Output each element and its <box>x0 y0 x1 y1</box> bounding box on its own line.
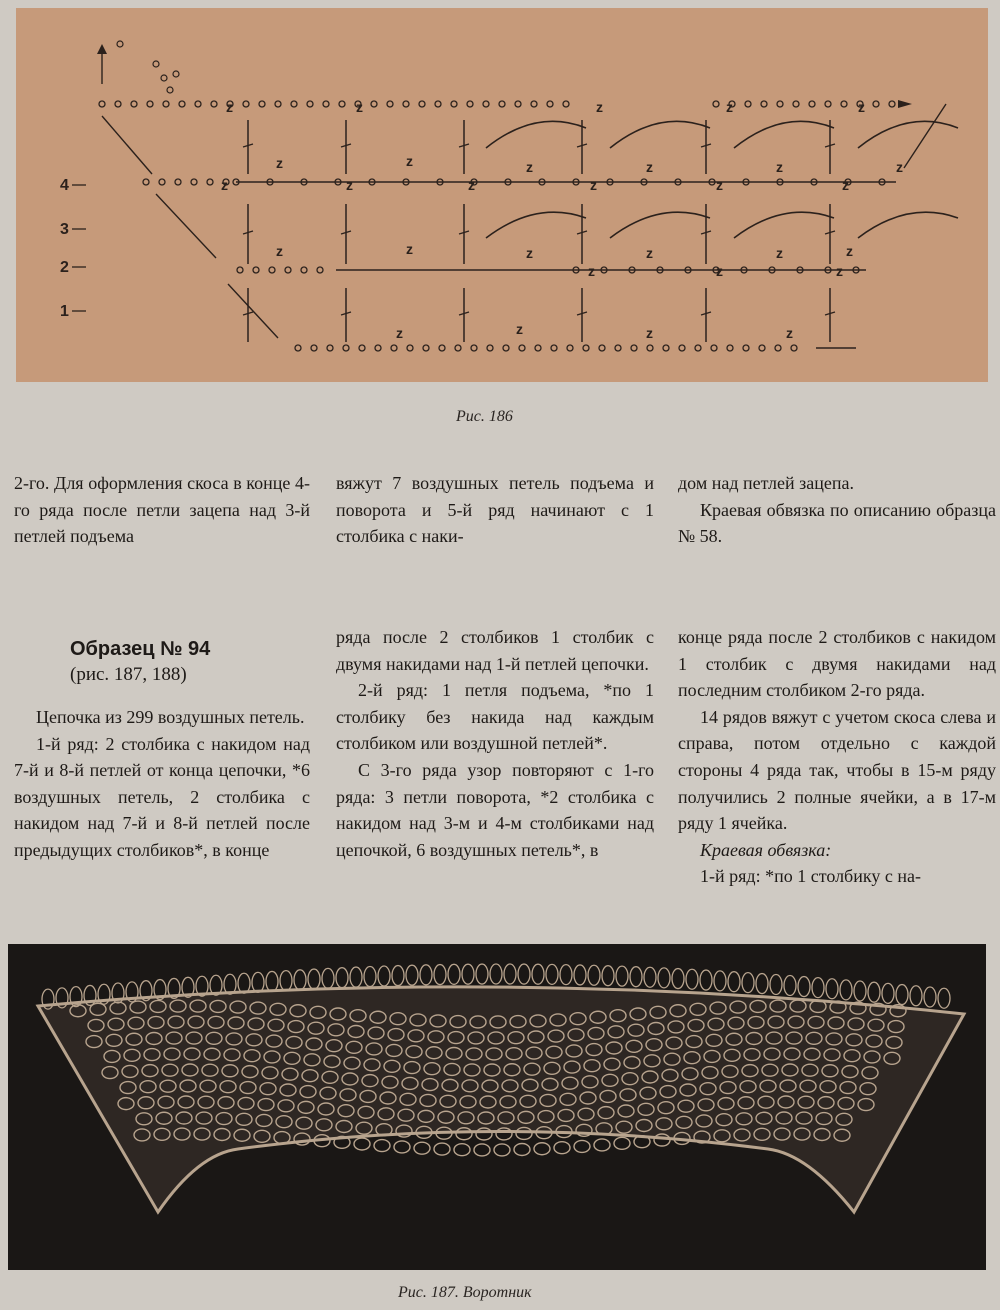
mesh-cell <box>374 1140 390 1152</box>
chain-stitch-symbol <box>841 101 847 107</box>
edge-loop <box>560 965 572 985</box>
chain-stitch-symbol <box>173 71 179 77</box>
stitch-z-symbol: z <box>221 177 228 193</box>
edge-loop <box>714 971 726 991</box>
chain-stitch-symbol <box>745 101 751 107</box>
slope-line <box>102 116 152 174</box>
chain-stitch-symbol <box>873 101 879 107</box>
edge-loop <box>462 964 474 984</box>
paragraph: Краевая обвязка по описанию образца № 58. <box>678 499 996 547</box>
stitch-z-symbol: z <box>276 243 283 259</box>
mesh-cell <box>574 1140 590 1152</box>
slope-line <box>156 194 216 258</box>
chain-stitch-symbol <box>117 41 123 47</box>
chain-stitch-symbol <box>253 267 259 273</box>
slope-line <box>228 284 278 338</box>
chain-stitch-symbol <box>143 179 149 185</box>
stitch-z-symbol: z <box>526 245 533 261</box>
stitch-z-symbol: z <box>356 99 363 115</box>
chain-stitch-symbol <box>713 101 719 107</box>
chain-stitch-symbol <box>115 101 121 107</box>
edge-loop <box>728 972 740 992</box>
mesh-cell <box>514 1143 530 1155</box>
chain-stitch-symbol <box>727 345 733 351</box>
chain-stitch-symbol <box>167 87 173 93</box>
text-column-1 <box>14 470 310 550</box>
edge-loop <box>602 966 614 986</box>
edge-loop <box>280 971 292 991</box>
chain-arc <box>858 212 958 238</box>
mesh-cell <box>614 1137 630 1149</box>
chain-arc <box>610 121 710 148</box>
edge-loop <box>574 965 586 985</box>
pattern-subtitle: (рис. 187, 188) <box>70 664 187 685</box>
crochet-chart-figure <box>16 8 988 382</box>
row-label: 3 <box>60 221 69 238</box>
stitch-z-symbol: z <box>346 177 353 193</box>
edge-loop <box>784 976 796 996</box>
stitch-z-symbol: z <box>716 263 723 279</box>
chain-stitch-symbol <box>387 101 393 107</box>
chain-arc <box>734 212 834 238</box>
chain-arc <box>734 121 834 148</box>
chain-stitch-symbol <box>435 101 441 107</box>
edge-loop <box>938 988 950 1008</box>
chain-stitch-symbol <box>761 101 767 107</box>
chain-stitch-symbol <box>547 101 553 107</box>
row-label: 4 <box>60 177 69 194</box>
chain-stitch-symbol <box>291 101 297 107</box>
chain-stitch-symbol <box>191 179 197 185</box>
edge-loop <box>406 965 418 985</box>
chain-stitch-symbol <box>269 267 275 273</box>
edge-loop <box>532 964 544 984</box>
pattern-title: Образец № 94 <box>70 638 211 660</box>
chain-arc <box>858 121 958 148</box>
chain-stitch-symbol <box>793 101 799 107</box>
edge-loop <box>644 967 656 987</box>
edge-loop <box>434 965 446 985</box>
chain-stitch-symbol <box>775 345 781 351</box>
edge-loop <box>672 969 684 989</box>
edge-loop <box>336 968 348 988</box>
chain-stitch-symbol <box>207 179 213 185</box>
edge-loop <box>350 967 362 987</box>
chain-stitch-symbol <box>791 345 797 351</box>
stitch-z-symbol: z <box>786 325 793 341</box>
edge-loop <box>252 972 264 992</box>
stitch-z-symbol: z <box>646 325 653 341</box>
chain-stitch-symbol <box>825 101 831 107</box>
edge-loop <box>756 974 768 994</box>
collar-illustration <box>8 944 986 1270</box>
chain-stitch-symbol <box>777 101 783 107</box>
chain-stitch-symbol <box>471 345 477 351</box>
mesh-cell <box>534 1143 550 1155</box>
chain-stitch-symbol <box>515 101 521 107</box>
chain-stitch-symbol <box>163 101 169 107</box>
edge-loop <box>392 966 404 986</box>
chain-arc <box>486 121 586 148</box>
row-label: 2 <box>60 259 69 276</box>
stitch-z-symbol: z <box>596 99 603 115</box>
chain-stitch-symbol <box>647 345 653 351</box>
chain-stitch-symbol <box>159 179 165 185</box>
edge-loop <box>294 970 306 990</box>
mesh-cell <box>454 1144 470 1156</box>
chain-stitch-symbol <box>743 345 749 351</box>
slope-line <box>904 104 946 168</box>
edge-loop <box>854 981 866 1001</box>
chain-stitch-symbol <box>519 345 525 351</box>
edge-loop <box>238 973 250 993</box>
chain-stitch-symbol <box>311 345 317 351</box>
edge-loop <box>882 983 894 1003</box>
mesh-cell <box>434 1143 450 1155</box>
text-column-1-lower <box>14 704 310 864</box>
stitch-z-symbol: z <box>226 99 233 115</box>
stitch-z-symbol: z <box>842 177 849 193</box>
chain-stitch-symbol <box>663 345 669 351</box>
chain-stitch-symbol <box>499 101 505 107</box>
stitch-z-symbol: z <box>590 177 597 193</box>
text-column-2 <box>336 470 654 550</box>
edge-loop <box>616 966 628 986</box>
chain-stitch-symbol <box>147 101 153 107</box>
chain-stitch-symbol <box>301 267 307 273</box>
edge-loop <box>448 964 460 984</box>
edge-loop <box>742 973 754 993</box>
stitch-z-symbol: z <box>406 241 413 257</box>
stitch-z-symbol: z <box>468 177 475 193</box>
chain-stitch-symbol <box>307 101 313 107</box>
paragraph: дом над петлей зацепа. <box>678 473 854 493</box>
figure-187-caption: Рис. 187. Воротник <box>398 1284 532 1301</box>
paragraph: 2-го. Для оформления скоса в конце 4-го ряда после петли зацепа над 3-й петлей подъема <box>14 473 310 547</box>
edge-loop <box>504 964 516 984</box>
edge-loop <box>910 986 922 1006</box>
paragraph: С 3-го ряда узор повторяют с 1-го ряда: 3 петли поворота, *2 столбика с накидом над 3-м и 4-м столбиками над цепочкой, 6 воздушных петель*, в <box>336 759 654 860</box>
row-label: 1 <box>60 303 69 320</box>
chain-stitch-symbol <box>179 101 185 107</box>
chain-stitch-symbol <box>551 345 557 351</box>
chain-stitch-symbol <box>375 345 381 351</box>
paragraph-italic: Краевая обвязка: <box>700 839 832 860</box>
edge-loop <box>630 967 642 987</box>
stitch-z-symbol: z <box>896 159 903 175</box>
edge-loop <box>826 979 838 999</box>
chain-stitch-symbol <box>439 345 445 351</box>
mesh-cell <box>594 1139 610 1151</box>
stitch-z-symbol: z <box>716 177 723 193</box>
edge-loop <box>266 971 278 991</box>
chain-stitch-symbol <box>295 345 301 351</box>
edge-loop <box>896 985 908 1005</box>
edge-loop <box>378 966 390 986</box>
chain-stitch-symbol <box>695 345 701 351</box>
chain-stitch-symbol <box>567 345 573 351</box>
text-column-3-lower <box>678 624 996 890</box>
paragraph: 1-й ряд: *по 1 столбику с на- <box>700 866 921 887</box>
chain-stitch-symbol <box>323 101 329 107</box>
arrowhead <box>97 44 107 54</box>
edge-loop <box>658 968 670 988</box>
stitch-z-symbol: z <box>846 243 853 259</box>
edge-loop <box>840 980 852 1000</box>
chain-stitch-symbol <box>153 61 159 67</box>
stitch-z-symbol: z <box>858 99 865 115</box>
paragraph: вяжут 7 воздушных петель подъема и поворота и 5-й ряд начинают с 1 столбика с наки- <box>336 473 654 547</box>
edge-loop <box>546 964 558 984</box>
chain-stitch-symbol <box>679 345 685 351</box>
text-column-3 <box>678 470 996 550</box>
chain-stitch-symbol <box>563 101 569 107</box>
pattern-heading <box>70 636 270 688</box>
stitch-z-symbol: z <box>406 153 413 169</box>
edge-loop <box>812 978 824 998</box>
chain-arc <box>486 212 586 238</box>
edge-loop <box>322 968 334 988</box>
chain-stitch-symbol <box>615 345 621 351</box>
mesh-cell <box>494 1144 510 1156</box>
paragraph: конце ряда после 2 столбиков с накидом 1 столбик с двумя накидами над последним столбиком 2-го ряда. <box>678 627 996 701</box>
chain-stitch-symbol <box>503 345 509 351</box>
chain-stitch-symbol <box>343 345 349 351</box>
edge-loop <box>686 969 698 989</box>
chain-stitch-symbol <box>531 101 537 107</box>
chain-stitch-symbol <box>371 101 377 107</box>
edge-loop <box>518 964 530 984</box>
chain-stitch-symbol <box>391 345 397 351</box>
mesh-cell <box>414 1142 430 1154</box>
paragraph: 14 рядов вяжут с учетом скоса слева и справа, потом отдельно с каждой стороны 4 ряда так, чтобы в 15-м ряду получились 2 полные ячейки, а в 17-м ряду 1 ячейка. <box>678 706 996 834</box>
chain-stitch-symbol <box>599 345 605 351</box>
chain-stitch-symbol <box>711 345 717 351</box>
stitch-z-symbol: z <box>776 159 783 175</box>
chain-stitch-symbol <box>275 101 281 107</box>
stitch-z-symbol: z <box>276 155 283 171</box>
paragraph: ряда после 2 столбиков 1 столбик с двумя накидами над 1-й петлей цепочки. <box>336 627 654 674</box>
edge-loop <box>476 964 488 984</box>
chain-stitch-symbol <box>403 101 409 107</box>
chain-stitch-symbol <box>259 101 265 107</box>
chain-arc <box>610 212 710 238</box>
chain-stitch-symbol <box>809 101 815 107</box>
chain-stitch-symbol <box>419 101 425 107</box>
chain-stitch-symbol <box>237 267 243 273</box>
chain-stitch-symbol <box>483 101 489 107</box>
edge-loop <box>700 970 712 990</box>
chain-stitch-symbol <box>455 345 461 351</box>
stitch-z-symbol: z <box>726 99 733 115</box>
chain-stitch-symbol <box>211 101 217 107</box>
chain-stitch-symbol <box>759 345 765 351</box>
arrowhead <box>898 100 912 108</box>
chain-stitch-symbol <box>131 101 137 107</box>
stitch-z-symbol: z <box>776 245 783 261</box>
stitch-z-symbol: z <box>526 159 533 175</box>
edge-loop <box>420 965 432 985</box>
chain-stitch-symbol <box>467 101 473 107</box>
edge-loop <box>308 969 320 989</box>
chain-stitch-symbol <box>583 345 589 351</box>
figure-186-caption: Рис. 186 <box>456 408 513 425</box>
stitch-z-symbol: z <box>646 245 653 261</box>
chain-stitch-symbol <box>339 101 345 107</box>
edge-loop <box>490 964 502 984</box>
paragraph: 2-й ряд: 1 петля подъема, *по 1 столбику без накида над каждым столбиком или воздушной петлей*. <box>336 680 654 754</box>
mesh-cell <box>554 1142 570 1154</box>
chain-stitch-symbol <box>451 101 457 107</box>
mesh-cell <box>354 1138 370 1150</box>
chain-stitch-symbol <box>487 345 493 351</box>
chain-stitch-symbol <box>99 101 105 107</box>
chain-stitch-symbol <box>889 101 895 107</box>
edge-loop <box>798 977 810 997</box>
chain-stitch-symbol <box>317 267 323 273</box>
crochet-chart <box>16 8 988 382</box>
stitch-z-symbol: z <box>396 325 403 341</box>
chain-stitch-symbol <box>285 267 291 273</box>
paragraph: Цепочка из 299 воздушных петель. <box>36 707 305 727</box>
mesh-cell <box>394 1141 410 1153</box>
chain-stitch-symbol <box>327 345 333 351</box>
chain-stitch-symbol <box>423 345 429 351</box>
edge-loop <box>588 965 600 985</box>
stitch-z-symbol: z <box>588 263 595 279</box>
chain-stitch-symbol <box>535 345 541 351</box>
chain-stitch-symbol <box>175 179 181 185</box>
chain-stitch-symbol <box>243 101 249 107</box>
stitch-z-symbol: z <box>516 321 523 337</box>
mesh-cell <box>474 1144 490 1156</box>
text-column-2-lower <box>336 624 654 863</box>
edge-loop <box>770 975 782 995</box>
stitch-z-symbol: z <box>646 159 653 175</box>
chain-stitch-symbol <box>407 345 413 351</box>
chain-stitch-symbol <box>359 345 365 351</box>
edge-loop <box>868 982 880 1002</box>
edge-loop <box>364 967 376 987</box>
chain-stitch-symbol <box>161 75 167 81</box>
collar-photo <box>8 944 986 1270</box>
stitch-z-symbol: z <box>836 263 843 279</box>
edge-loop <box>924 987 936 1007</box>
chain-stitch-symbol <box>631 345 637 351</box>
chain-stitch-symbol <box>195 101 201 107</box>
paragraph: 1-й ряд: 2 столбика с накидом над 7-й и 8-й петлей от конца цепочки, *6 воздушных петель, 2 столбика с накидом над 7-й и 8-й петлей после предыдущих столбиков*, в конце <box>14 733 310 860</box>
